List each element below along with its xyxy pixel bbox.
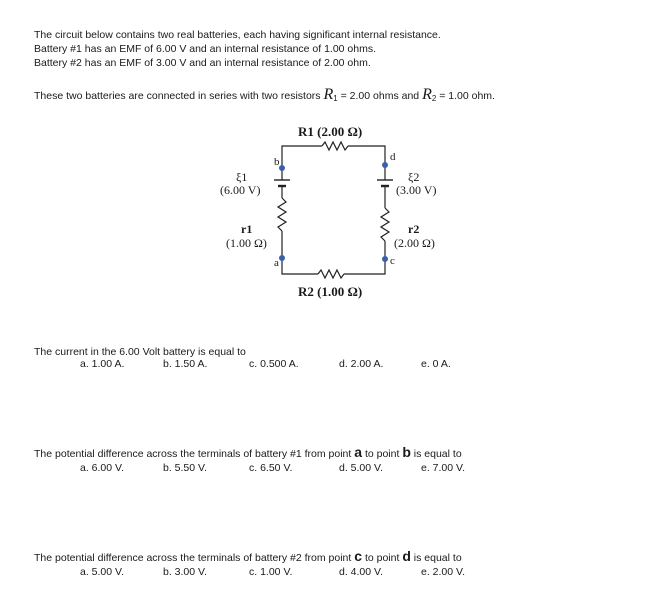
node-a-dot xyxy=(279,255,285,261)
r1-resistor xyxy=(322,142,348,150)
bottom-wire-right xyxy=(344,259,385,274)
intro-line-2: Battery #1 has an EMF of 6.00 V and an internal resistance of 1.00 ohms. xyxy=(34,43,377,55)
q3-prompt xyxy=(34,550,462,564)
r2-resistor xyxy=(318,270,344,278)
internal-r2-resistor xyxy=(381,208,389,241)
r1-internal-symbol: r1 xyxy=(241,222,253,236)
q3-choice-b[interactable]: b. 3.00 V. xyxy=(163,566,207,578)
q2-prompt-pre: The potential difference across the terminals of battery #1 from point xyxy=(34,448,355,460)
internal-r1-resistor xyxy=(278,198,286,231)
r1-symbol: R xyxy=(323,86,334,103)
q3-prompt-mid: to point xyxy=(362,552,403,564)
q2-point-a: a xyxy=(354,444,363,460)
q2-point-b: b xyxy=(402,444,411,460)
q1-choice-a[interactable]: a. 1.00 A. xyxy=(80,358,125,370)
q3-point-d: d xyxy=(402,548,411,564)
q1-choice-b[interactable]: b. 1.50 A. xyxy=(163,358,208,370)
node-c-dot xyxy=(382,256,388,262)
q3-choice-d[interactable]: d. 4.00 V. xyxy=(339,566,383,578)
q1-choice-e[interactable]: e. 0 A. xyxy=(421,358,451,370)
q3-choice-a[interactable]: a. 5.00 V. xyxy=(80,566,124,578)
q1-choice-d[interactable]: d. 2.00 A. xyxy=(339,358,384,370)
q2-choice-e[interactable]: e. 7.00 V. xyxy=(421,462,465,474)
r2-label: R2 (1.00 Ω) xyxy=(298,284,363,299)
r1-internal-value: (1.00 Ω) xyxy=(226,236,267,250)
emf1-value: (6.00 V) xyxy=(220,183,261,197)
r1-subscript: 1 xyxy=(333,94,338,103)
q3-prompt-post: is equal to xyxy=(410,552,462,564)
node-d-dot xyxy=(382,162,388,168)
top-wire-right xyxy=(348,146,385,165)
q3-choice-c[interactable]: c. 1.00 V. xyxy=(249,566,293,578)
r2-internal-symbol: r2 xyxy=(408,222,420,236)
emf1-symbol: ξ1 xyxy=(236,170,248,184)
q1-choice-c[interactable]: c. 0.500 A. xyxy=(249,358,299,370)
r1-value: = 2.00 ohms and xyxy=(337,90,423,102)
bottom-wire-left xyxy=(282,258,318,274)
q2-choice-c[interactable]: c. 6.50 V. xyxy=(249,462,293,474)
q3-prompt-pre: The potential difference across the terminals of battery #2 from point xyxy=(34,552,355,564)
r2-value: = 1.00 ohm. xyxy=(436,90,495,102)
top-wire-left xyxy=(282,146,322,168)
q3-point-c: c xyxy=(354,548,363,564)
node-c-label: c xyxy=(390,255,395,267)
r2-subscript: 2 xyxy=(431,94,437,103)
q2-choice-b[interactable]: b. 5.50 V. xyxy=(163,462,207,474)
q2-prompt-mid: to point xyxy=(362,448,403,460)
q2-choice-a[interactable]: a. 6.00 V. xyxy=(80,462,124,474)
emf2-symbol: ξ2 xyxy=(408,170,420,184)
q2-choice-d[interactable]: d. 5.00 V. xyxy=(339,462,383,474)
node-b-label: b xyxy=(274,156,280,168)
q1-prompt: The current in the 6.00 Volt battery is equal to xyxy=(34,346,246,358)
r1-label: R1 (2.00 Ω) xyxy=(298,124,363,139)
intro-line-3: Battery #2 has an EMF of 3.00 V and an internal resistance of 2.00 ohm. xyxy=(34,57,371,69)
intro-line-4-text: These two batteries are connected in series with two resistors xyxy=(34,90,324,102)
q3-choice-e[interactable]: e. 2.00 V. xyxy=(421,566,465,578)
node-d-label: d xyxy=(390,151,396,163)
node-a-label: a xyxy=(274,257,279,269)
q2-prompt xyxy=(34,446,462,460)
emf2-value: (3.00 V) xyxy=(396,183,437,197)
intro-line-1: The circuit below contains two real batteries, each having significant internal resistance. xyxy=(34,29,441,41)
r2-internal-value: (2.00 Ω) xyxy=(394,236,435,250)
r2-symbol: R xyxy=(422,86,432,103)
q2-prompt-post: is equal to xyxy=(410,448,462,460)
